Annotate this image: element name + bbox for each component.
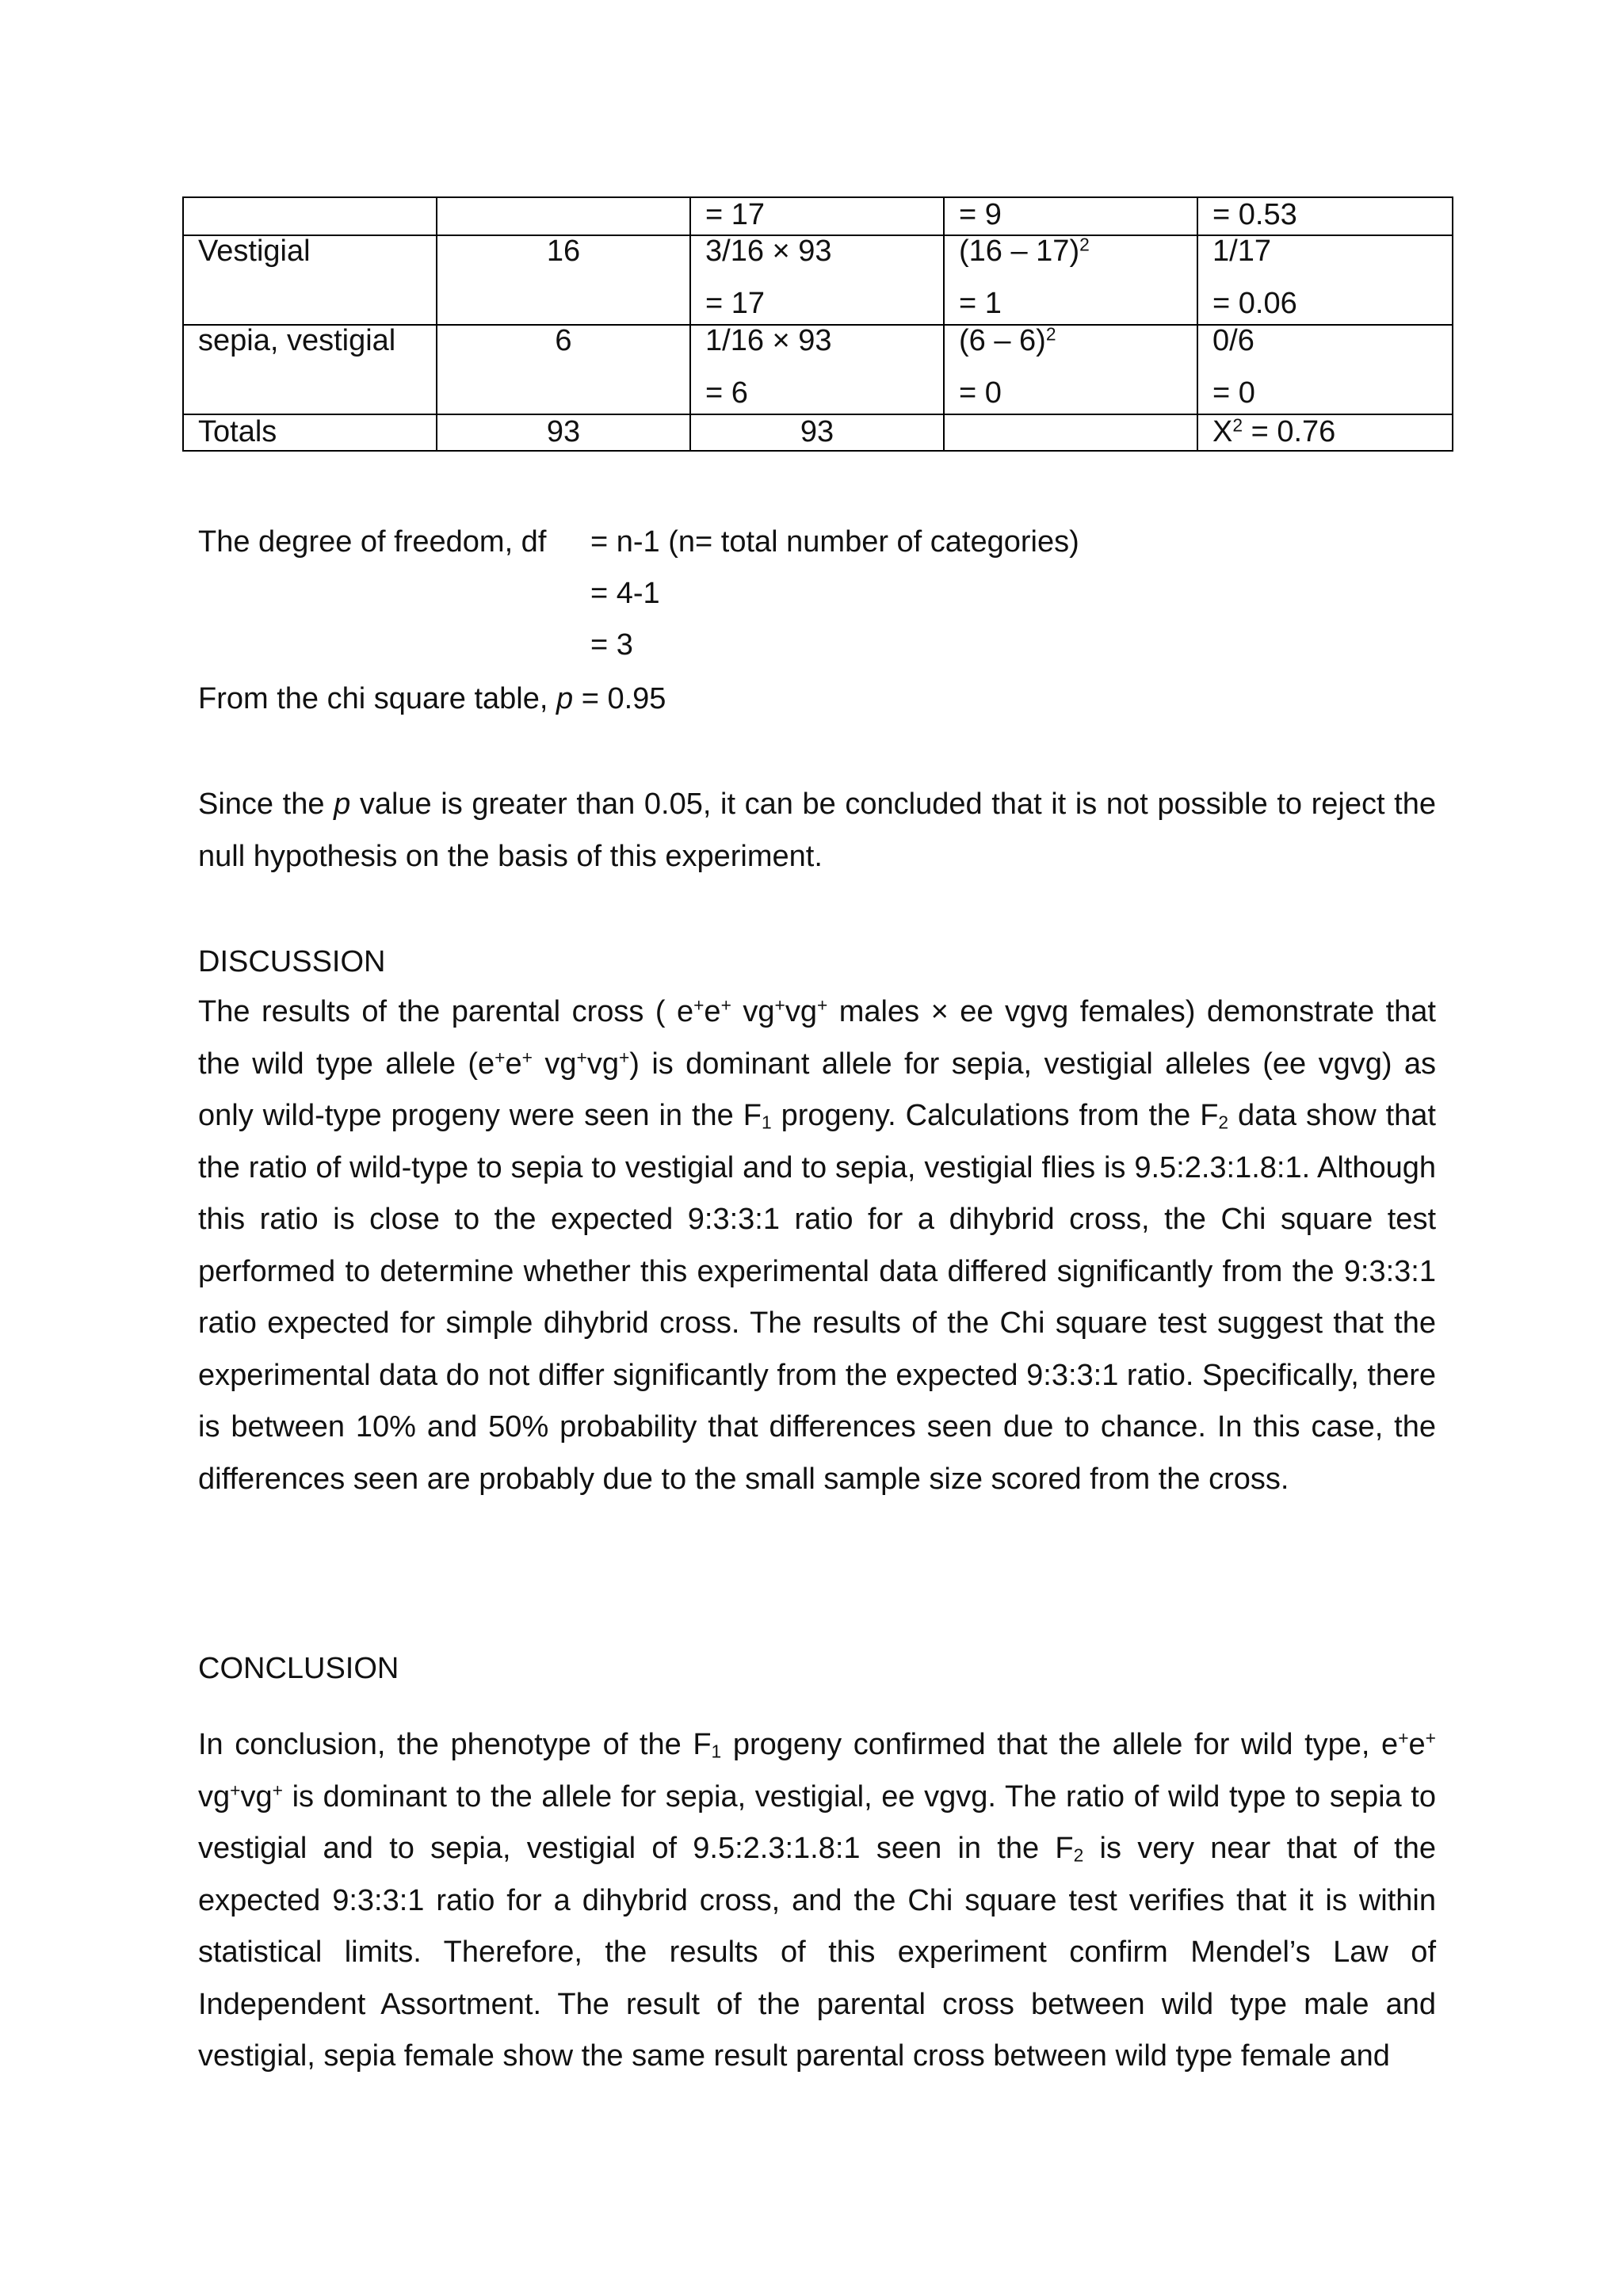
df-line: = n-1 (n= total number of categories): [590, 525, 1079, 559]
conclusion-paragraph: In conclusion, the phenotype of the $F_1$ progeny confirmed that the allele for wild type, e+e+ vg+vg+ is dominant to the allele for sepia, vestigial, ee vgvg. The ratio of wild type to sepia to vestigial and to sepia, vestigial of 9.5:2.3:1.8:1 seen in the $F_2$ is very near that of the expected 9:3:3:1 ratio for a dihybrid cross, and the Chi square test verifies that it is within statistical limits. Therefore, the results of this experiment confirm Mendel’s Law of Independent Assortment. The result of the parental cross between wild type male and vestigial, sepia female show the same result parental cross between wild type female and: [198, 1727, 1436, 2073]
table-row-vestigial: [183, 235, 1453, 325]
table-cell: = 17: [690, 197, 944, 235]
chi-cell: [1197, 325, 1453, 414]
table-cell: [437, 197, 690, 235]
chi-cell: [1197, 235, 1453, 325]
df-line: = 4-1: [590, 577, 660, 610]
chi-formula: 1/17: [1212, 235, 1271, 268]
difference-value: = 1: [959, 287, 1002, 320]
chi-value: = 0.06: [1212, 287, 1297, 320]
difference-formula: (16 – 17)$^2$: [959, 235, 1090, 268]
totals-expected-cell: 93: [690, 414, 944, 451]
table-cell: = 0.53: [1197, 197, 1453, 235]
difference-cell: [944, 325, 1197, 414]
chi-value: = 0: [1212, 376, 1255, 410]
table-cell: [183, 197, 437, 235]
table-cell: = 9: [944, 197, 1197, 235]
totals-difference-cell: [944, 414, 1197, 451]
df-calculation: [590, 527, 1079, 681]
totals-observed-cell: 93: [437, 414, 690, 451]
discussion-heading: DISCUSSION: [198, 945, 386, 978]
df-label: The degree of freedom, df: [198, 525, 547, 559]
phenotype-cell: Vestigial: [183, 235, 437, 325]
difference-formula: (6 – 6)$^2$: [959, 325, 1056, 357]
table-row-sepia-vestigial: [183, 325, 1453, 414]
discussion-paragraph: The results of the parental cross ( e+e+ vg+vg+ males × ee vgvg females) demonstrate that the wild type allele (e+e+ vg+vg+) is dominant allele for sepia, vestigial alleles (ee vgvg) as only wild-type progeny were seen in the $F_1$ progeny. Calculations from the $F_2$ data show that the ratio of wild-type to sepia to vestigial and to sepia, vestigial flies is 9.5:2.3:1.8:1. Although this ratio is close to the expected 9:3:3:1 ratio for a dihybrid cross, the Chi square test performed to determine whether this experimental data differed significantly from the 9:3:3:1 ratio expected for simple dihybrid cross. The results of the Chi square test suggest that the experimental data do not differ significantly from the expected 9:3:3:1 ratio. Specifically, there is between 10% and 50% probability that differences seen due to chance. In this case, the differences seen are probably due to the small sample size scored from the cross.: [198, 994, 1437, 1496]
expected-cell: [690, 235, 944, 325]
totals-chi-cell: $X^2 = 0.76$: [1197, 414, 1453, 451]
expected-value: = 6: [705, 376, 748, 410]
difference-cell: [944, 235, 1197, 325]
chi-table-result: From the chi square table, p = 0.95: [198, 682, 666, 715]
expected-cell: [690, 325, 944, 414]
expected-formula: 3/16 × 93: [705, 235, 832, 268]
observed-cell: 16: [437, 235, 690, 325]
chi-square-table: [182, 196, 1453, 452]
df-line: = 3: [590, 628, 633, 662]
table-row-continuation: [183, 197, 1453, 235]
observed-cell: 6: [437, 325, 690, 414]
chi-formula: 0/6: [1212, 325, 1254, 357]
expected-value: = 17: [705, 287, 766, 320]
totals-label-cell: Totals: [183, 414, 437, 451]
table-row-totals: [183, 414, 1453, 451]
difference-value: = 0: [959, 376, 1002, 410]
expected-formula: 1/16 × 93: [705, 325, 832, 357]
since-paragraph: Since the p value is greater than 0.05, it can be concluded that it is not possible to reject the null hypothesis on the basis of this experiment.: [198, 788, 1436, 873]
conclusion-heading: CONCLUSION: [198, 1652, 399, 1685]
phenotype-cell: sepia, vestigial: [183, 325, 437, 414]
